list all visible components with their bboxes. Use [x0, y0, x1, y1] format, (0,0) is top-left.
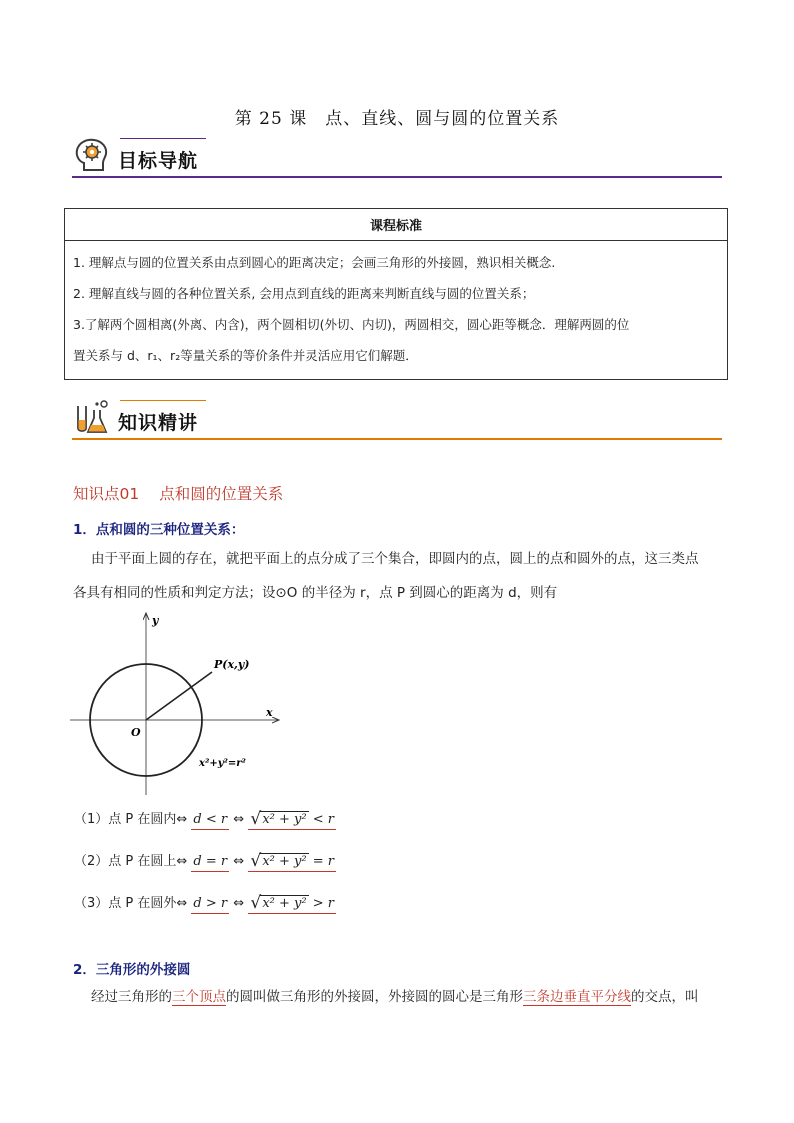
part1-heading: 1．点和圆的三种位置关系： [73, 522, 245, 538]
section-label-knowledge: 知识精讲 [118, 412, 199, 434]
standard-line-3: 3.了解两个圆相离(外离、内含)，两个圆相切(外切、内切)，两圆相交，圆心距等概念．理解两圆的位 [73, 317, 630, 332]
page-title: 第 25 课 点、直线、圆与圆的位置关系 [234, 109, 560, 129]
part1-paragraph [73, 542, 733, 610]
y-axis-label: y [152, 614, 159, 627]
standard-line-1: 1. 理解点与圆的位置关系由点到圆心的距离决定；会画三角形的外接圆，熟识相关概念. [73, 255, 556, 270]
section-header-knowledge [72, 400, 722, 440]
knowledge-point-number: 知识点01 [73, 485, 140, 503]
section-label-goals: 目标导航 [118, 150, 199, 172]
section-rule-knowledge [72, 438, 722, 440]
standard-line-2: 2. 理解直线与圆的各种位置关系, 会用点到直线的距离来判断直线与圆的位置关系； [73, 286, 535, 301]
standards-header: 课程标准 [65, 209, 728, 241]
brain-gear-icon [72, 136, 112, 176]
section-rule-goals [72, 176, 722, 178]
flask-icon [72, 398, 112, 438]
standard-line-4: 置关系与 d、r₁、r₂等量关系的等价条件并灵活应用它们解题． [73, 348, 418, 363]
section-header-goals [72, 138, 722, 178]
equation-label: x²+y²=r² [199, 758, 246, 769]
knowledge-point-title [73, 482, 303, 504]
course-standards-table [64, 208, 728, 380]
highlight-perpendicular-bisectors: 三条边垂直平分线 [523, 989, 631, 1005]
part1-text-line-1: 由于平面上圆的存在，就把平面上的点分成了三个集合，即圆内的点，圆上的点和圆外的点，这三类点 [91, 551, 699, 567]
point-label: P(x,y) [214, 658, 250, 671]
part1-text-line-2: 各具有相同的性质和判定方法；设⊙O 的半径为 r，点 P 到圆心的距离为 d，则有 [73, 585, 558, 601]
part2-paragraph: 经过三角形的三个顶点的圆叫做三角形的外接圆，外接圆的圆心是三角形三条边垂直平分线的交点，叫 [91, 989, 699, 1005]
part2-heading: 2．三角形的外接圆 [73, 962, 191, 978]
origin-label: O [131, 726, 141, 739]
standards-body [65, 241, 728, 380]
x-axis-label: x [266, 706, 273, 719]
header-top-line [120, 138, 206, 139]
header-top-line [120, 400, 206, 401]
highlight-three-vertices: 三个顶点 [172, 989, 226, 1005]
knowledge-point-name: 点和圆的位置关系 [159, 485, 284, 503]
circle-coordinate-figure [64, 610, 294, 795]
